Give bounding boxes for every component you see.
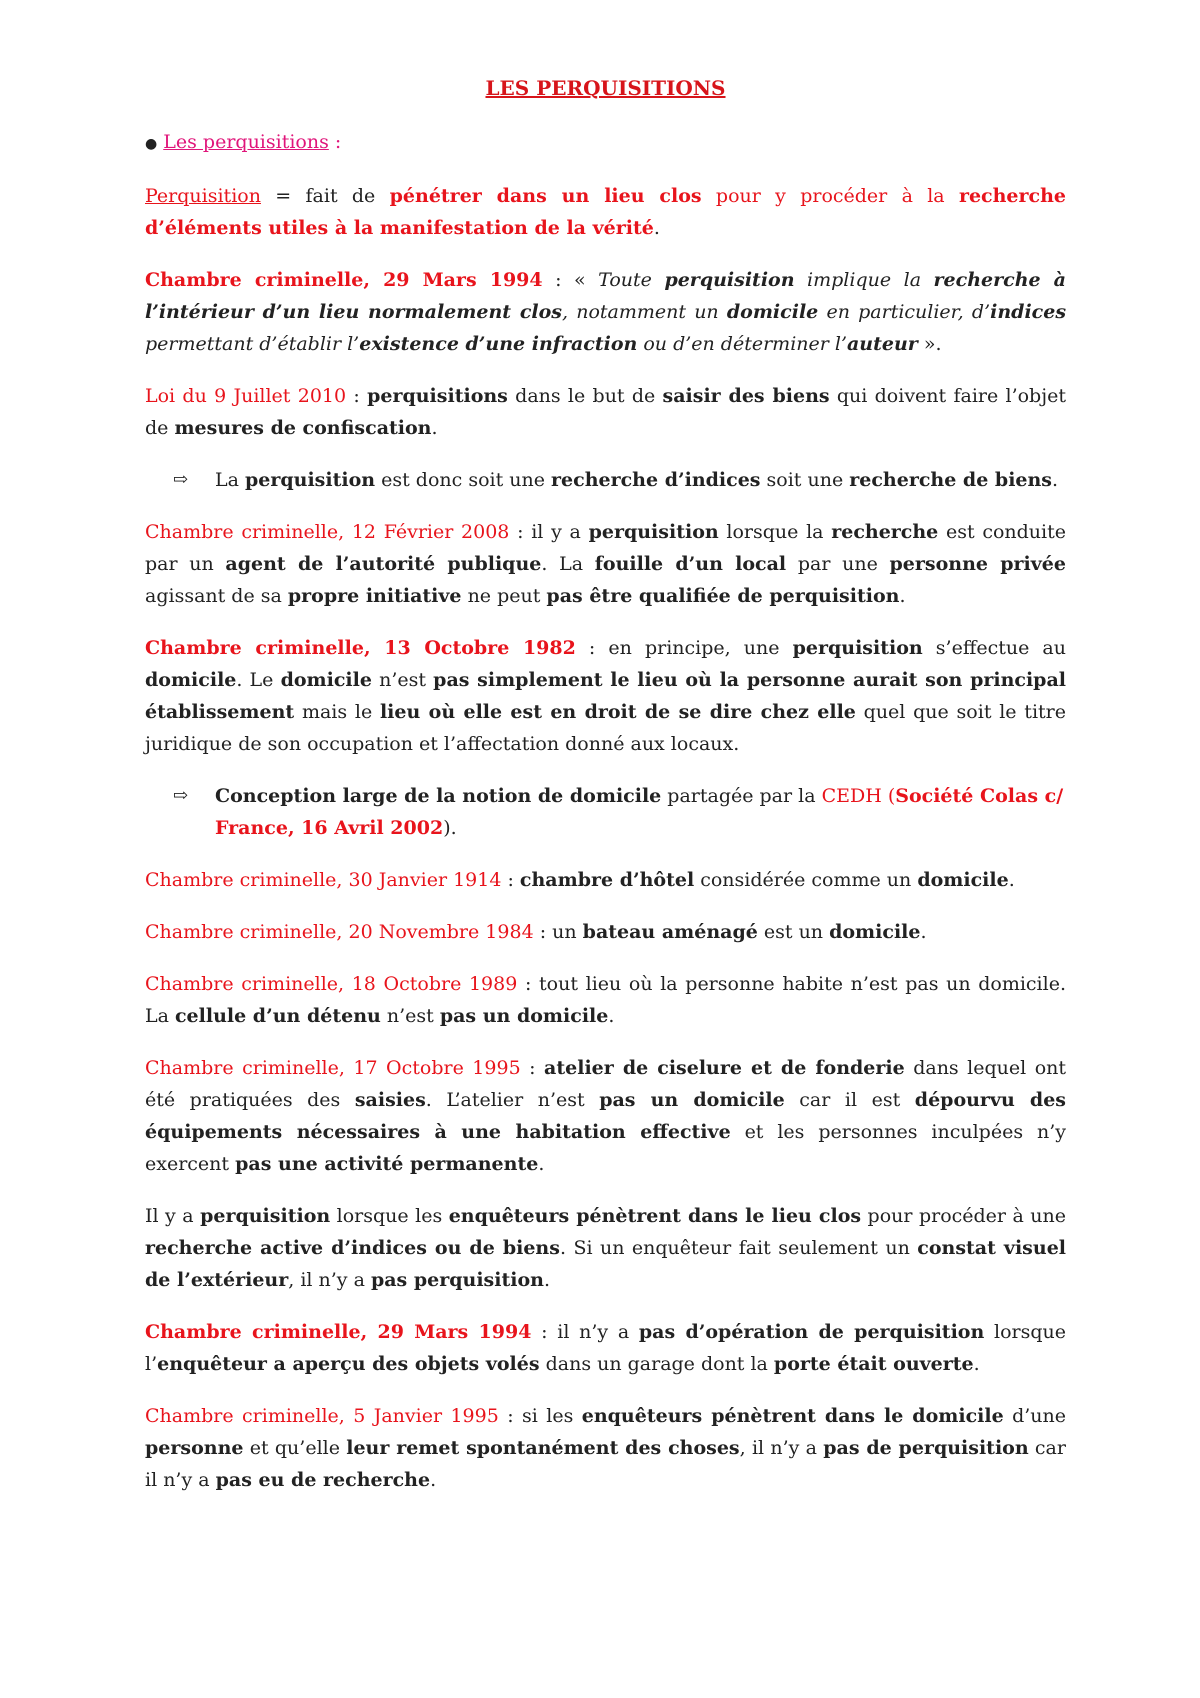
emphasis: mesures de confiscation <box>174 417 432 439</box>
text: : <box>520 1057 545 1079</box>
paragraph-case-1995-jan <box>145 1400 1066 1496</box>
emphasis: pas de perquisition <box>823 1437 1029 1459</box>
emphasis: auteur <box>847 333 918 355</box>
case-reference: Chambre criminelle, 29 Mars 1994 <box>145 1321 532 1343</box>
document-title: LES PERQUISITIONS <box>485 76 726 100</box>
paragraph-perquisition-rule <box>145 1200 1066 1296</box>
text: . <box>538 1153 545 1175</box>
emphasis: domicile <box>917 869 1009 891</box>
paragraph-case-1994 <box>145 264 1066 360</box>
text: . <box>653 217 660 239</box>
paragraph-case-2008 <box>145 516 1066 612</box>
case-reference: Chambre criminelle, 17 Octobre 1995 <box>145 1057 521 1079</box>
text: . <box>1052 469 1059 491</box>
text: , il n’y a <box>739 1437 824 1459</box>
paragraph-case-1914 <box>145 864 1066 896</box>
text: : il n’y a <box>531 1321 639 1343</box>
emphasis: indices <box>990 301 1067 323</box>
text: considérée comme un <box>694 869 918 891</box>
emphasis: domicile <box>829 921 921 943</box>
arrow-right-icon: ⇨ <box>173 469 189 490</box>
emphasis: perquisition <box>588 521 719 543</box>
arrow-conclusion-1 <box>173 464 1066 496</box>
text: dans un garage dont la <box>539 1353 774 1375</box>
text: partagée par la <box>661 785 822 807</box>
text: : un <box>533 921 583 943</box>
emphasis: pas d’opération de perquisition <box>638 1321 985 1343</box>
emphasis: chambre d’hôtel <box>519 869 695 891</box>
section-heading-text: Les perquisitions <box>163 131 329 153</box>
case-reference: Chambre criminelle, 13 Octobre 1982 <box>145 637 576 659</box>
text: . <box>608 1005 615 1027</box>
quote-text: en particulier, d’ <box>818 301 991 323</box>
emphasis: pas eu de recherche <box>215 1469 431 1491</box>
emphasis: recherche d’indices <box>551 469 761 491</box>
text: , il n’y a <box>288 1269 371 1291</box>
paragraph-case-1982 <box>145 632 1066 760</box>
emphasis: lieu où elle est en droit de se dire chez elle <box>379 701 856 723</box>
text: car il n’y a <box>145 1437 1066 1491</box>
emphasis: pas un domicile <box>439 1005 609 1027</box>
text: qui doivent faire l’objet de <box>145 385 1066 439</box>
case-reference: Chambre criminelle, 5 Janvier 1995 <box>145 1405 499 1427</box>
emphasis: enquêteurs pénètrent dans le lieu clos <box>448 1205 862 1227</box>
text: soit une <box>760 469 850 491</box>
text: . <box>920 921 927 943</box>
text: lorsque la <box>718 521 832 543</box>
text: ( <box>881 785 896 807</box>
emphasis: pas une activité permanente <box>235 1153 539 1175</box>
text: . <box>431 417 438 439</box>
text: pour procéder à une <box>861 1205 1067 1227</box>
emphasis: perquisition <box>792 637 923 659</box>
emphasis: domicile <box>280 669 372 691</box>
emphasis: recherche d’éléments utiles à la manifestation de la vérité <box>145 185 1066 239</box>
text: . <box>430 1469 437 1491</box>
paragraph-case-1994-garage <box>145 1316 1066 1380</box>
case-reference: Chambre criminelle, 20 Novembre 1984 <box>145 921 534 943</box>
emphasis: saisies <box>354 1089 426 1111</box>
emphasis: saisir des biens <box>662 385 830 407</box>
text: est conduite par un <box>145 521 1067 575</box>
case-reference: Chambre criminelle, 12 Février 2008 <box>145 521 510 543</box>
emphasis: agent de l’autorité publique <box>225 553 542 575</box>
text: dans le but de <box>507 385 663 407</box>
text: d’une <box>1003 1405 1066 1427</box>
emphasis: pénétrer dans un lieu clos <box>389 185 702 207</box>
text: : si les <box>498 1405 582 1427</box>
text: : il y a <box>509 521 589 543</box>
text: quel que soit le titre juridique de son occupation et l’affectation donné aux locaux. <box>145 701 1066 755</box>
emphasis: enquêteur a aperçu des objets volés <box>157 1353 540 1375</box>
paragraph-case-1995-oct <box>145 1052 1066 1180</box>
text: est donc soit une <box>375 469 552 491</box>
emphasis: perquisitions <box>367 385 508 407</box>
text: : en principe, une <box>575 637 793 659</box>
case-reference: Chambre criminelle, 30 Janvier 1914 <box>145 869 502 891</box>
quote-text: Toute <box>598 269 665 291</box>
text: agissant de sa <box>145 585 288 607</box>
text: . <box>899 585 906 607</box>
text: mais le <box>294 701 380 723</box>
arrow-text <box>215 780 1066 844</box>
text: : « <box>542 269 599 291</box>
law-reference: Loi du 9 Juillet 2010 <box>145 385 347 407</box>
text: lorsque les <box>330 1205 449 1227</box>
emphasis: recherche <box>831 521 939 543</box>
quote-text: , notamment un <box>561 301 727 323</box>
emphasis: porte était ouverte <box>773 1353 974 1375</box>
emphasis: pas être qualifiée de perquisition <box>546 585 900 607</box>
emphasis: recherche à l’intérieur d’un lieu normalement clos <box>145 269 1066 323</box>
section-heading <box>145 126 1066 160</box>
text: et qu’elle <box>243 1437 347 1459</box>
emphasis: fouille d’un local <box>594 553 787 575</box>
text: s’effectue au <box>922 637 1066 659</box>
emphasis: pas perquisition <box>370 1269 544 1291</box>
court-reference: CEDH <box>821 785 882 807</box>
emphasis: dépourvu des équipements nécessaires à une habitation effective <box>145 1089 1066 1143</box>
text: . L’atelier n’est <box>425 1089 600 1111</box>
emphasis: recherche active d’indices ou de biens <box>145 1237 560 1259</box>
term: Perquisition <box>145 185 261 207</box>
emphasis: domicile <box>145 669 237 691</box>
paragraph-case-1984 <box>145 916 1066 948</box>
text: Il y a <box>145 1205 201 1227</box>
emphasis: existence d’une infraction <box>359 333 638 355</box>
case-reference: Chambre criminelle, 29 Mars 1994 <box>145 269 543 291</box>
emphasis: perquisition <box>244 469 376 491</box>
emphasis: perquisition <box>664 269 795 291</box>
text: ». <box>917 333 942 355</box>
quote-text: ou d’en déterminer l’ <box>637 333 847 355</box>
emphasis: leur remet spontanément des choses <box>346 1437 740 1459</box>
paragraph-case-1989 <box>145 968 1066 1032</box>
text: . <box>543 1269 551 1291</box>
text: . Si un enquêteur fait seulement un <box>559 1237 918 1259</box>
emphasis: atelier de ciselure et de fonderie <box>544 1057 905 1079</box>
case-reference: Société Colas c/ France, 16 Avril 2002 <box>215 785 1064 839</box>
text: : <box>346 385 368 407</box>
arrow-conclusion-2 <box>173 780 1066 844</box>
emphasis: cellule d’un détenu <box>174 1005 381 1027</box>
section-heading-colon: : <box>328 131 342 153</box>
text: . La <box>541 553 595 575</box>
text: ). <box>443 817 457 839</box>
text: : <box>501 869 520 891</box>
emphasis: personne <box>145 1437 244 1459</box>
emphasis: constat visuel de l’extérieur <box>145 1237 1066 1291</box>
emphasis: bateau aménagé <box>582 921 758 943</box>
paragraph-loi-2010 <box>145 380 1066 444</box>
text: ne peut <box>461 585 547 607</box>
emphasis: pas simplement le lieu où la personne aurait son principal établissement <box>145 669 1066 723</box>
arrow-text <box>215 464 1066 496</box>
text: pour y procéder à la <box>701 185 959 207</box>
text: et les personnes inculpées n’y exercent <box>145 1121 1066 1175</box>
arrow-right-icon: ⇨ <box>173 785 189 806</box>
text: : tout lieu où la personne habite n’est pas un domicile. La <box>145 973 1066 1027</box>
text: . Le <box>236 669 281 691</box>
quote-text: permettant d’établir l’ <box>145 333 360 355</box>
text: dans lequel ont été pratiquées des <box>145 1057 1066 1111</box>
text: . <box>1008 869 1015 891</box>
text: . <box>973 1353 980 1375</box>
text: car il est <box>784 1089 915 1111</box>
text: La <box>215 469 245 491</box>
quote-text: implique la <box>794 269 934 291</box>
emphasis: enquêteurs pénètrent dans le domicile <box>581 1405 1004 1427</box>
emphasis: recherche de biens <box>849 469 1053 491</box>
emphasis: propre initiative <box>287 585 462 607</box>
text: n’est <box>371 669 434 691</box>
text: lorsque l’ <box>145 1321 1066 1375</box>
text: n’est <box>380 1005 440 1027</box>
text: par une <box>786 553 890 575</box>
emphasis: domicile <box>726 301 819 323</box>
emphasis: perquisition <box>200 1205 331 1227</box>
text: est un <box>757 921 830 943</box>
emphasis: Conception large de la notion de domicile <box>215 785 662 807</box>
text: = fait de <box>260 185 390 207</box>
bullet-dot-icon: ● <box>145 136 158 152</box>
case-reference: Chambre criminelle, 18 Octobre 1989 <box>145 973 518 995</box>
emphasis: pas un domicile <box>599 1089 785 1111</box>
paragraph-definition <box>145 180 1066 244</box>
emphasis: personne privée <box>889 553 1066 575</box>
